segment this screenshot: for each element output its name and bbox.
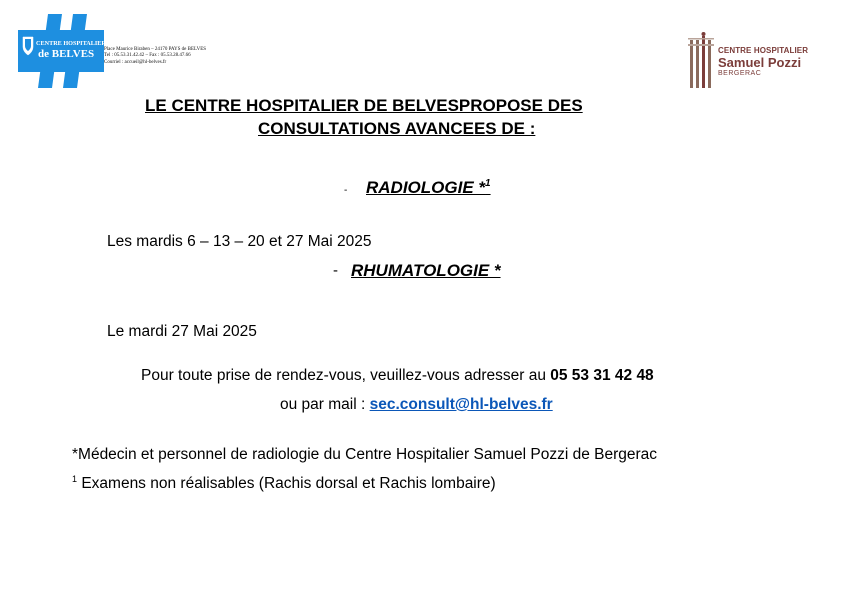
contact-phone: 05 53 31 42 48 — [550, 367, 654, 384]
logo-left-line1: CENTRE HOSPITALIER — [36, 40, 106, 47]
logo-right-line3: BERGERAC — [718, 70, 762, 77]
address-line-2: Tel : 05.53.31.42.42 – Fax : 05.53.28.47.66 — [104, 53, 191, 59]
page-title-line1: LE CENTRE HOSPITALIER DE BELVESPROPOSE DES — [145, 96, 583, 115]
radiologie-footnote-mark: 1 — [485, 178, 491, 189]
address-line-1: Place Maurice Biraben – 24170 PAYS de BELVES — [104, 47, 207, 52]
radiologie-label: RADIOLOGIE * — [366, 178, 486, 197]
note-footnote — [72, 474, 496, 493]
rhumatologie-bullet: - — [333, 262, 338, 279]
rhumatologie-heading: RHUMATOLOGIE * — [351, 261, 501, 280]
contact-phone-line — [141, 367, 654, 385]
footnote-text: Examens non réalisables (Rachis dorsal et Rachis lombaire) — [77, 475, 496, 492]
logo-centre-hospitalier-belves — [18, 14, 108, 88]
address-line-3: Courriel : accueil@hl-belves.fr — [104, 59, 167, 65]
radiologie-bullet: - — [344, 185, 348, 196]
logo-left-line2: de BELVES — [38, 48, 95, 60]
columns-logo-icon — [688, 30, 716, 90]
footnote-mark: 1 — [72, 474, 78, 484]
logo-right-line1: CENTRE HOSPITALIER — [718, 46, 809, 55]
email-link[interactable]: sec.consult@hl-belves.fr — [369, 396, 553, 413]
contact-text: Pour toute prise de rendez-vous, veuillez-vous adresser au — [141, 367, 551, 384]
contact-mail-prefix: ou par mail : — [280, 396, 370, 413]
contact-mail-line — [280, 396, 553, 414]
hospital-address — [104, 47, 206, 66]
rhumatologie-dates: Le mardi 27 Mai 2025 — [107, 323, 257, 340]
logo-right-line2: Samuel Pozzi — [718, 55, 802, 70]
radiologie-heading — [366, 178, 491, 198]
logo-samuel-pozzi — [688, 30, 818, 90]
radiologie-dates: Les mardis 6 – 13 – 20 et 27 Mai 2025 — [107, 233, 372, 250]
note-star: *Médecin et personnel de radiologie du Centre Hospitalier Samuel Pozzi de Bergerac — [72, 446, 658, 463]
page-title-line2: CONSULTATIONS AVANCEES DE : — [258, 119, 536, 138]
